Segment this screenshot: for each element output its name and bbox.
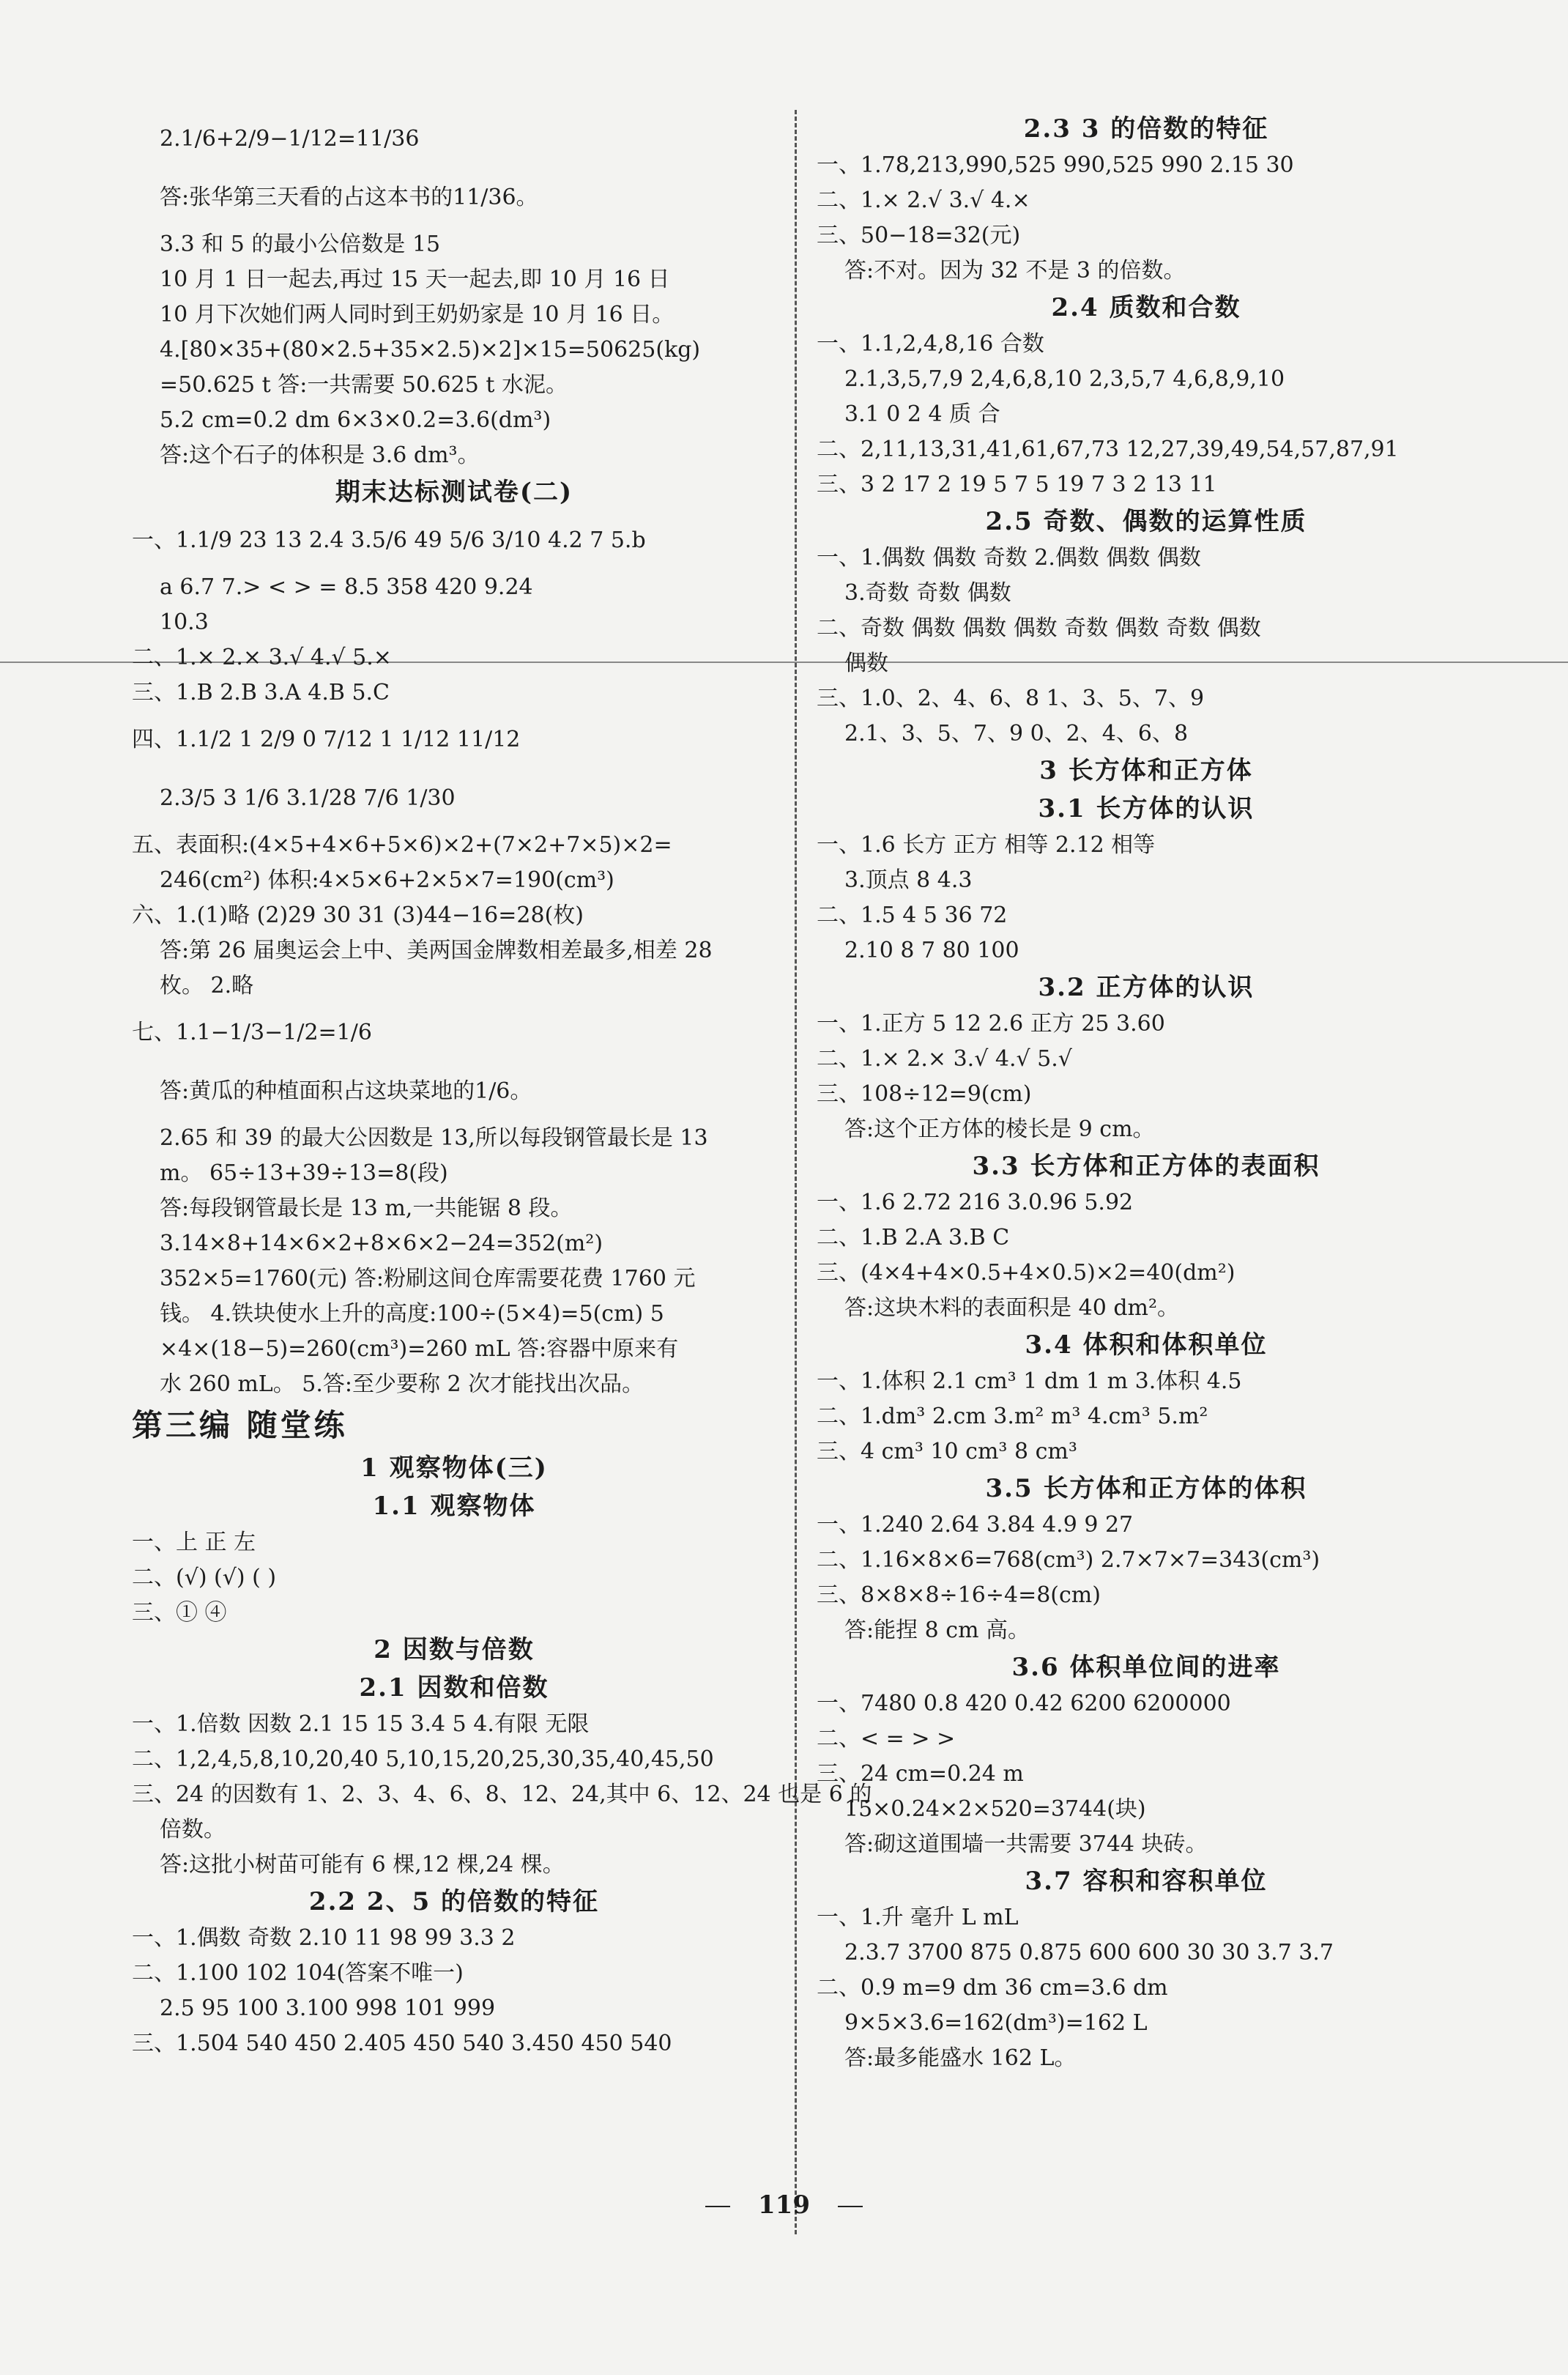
answer-line: 答:这个石子的体积是 3.6 dm³。: [160, 442, 480, 468]
answer-line: m。 65÷13+39÷13=8(段): [160, 1160, 448, 1186]
section-heading: 2.5 奇数、偶数的运算性质: [985, 507, 1307, 536]
answer-line: 一、1.6 长方 正方 相等 2.12 相等: [817, 832, 1156, 858]
answer-line: 五、表面积:(4×5+4×6+5×6)×2+(7×2+7×5)×2=: [132, 832, 672, 858]
answer-line: 3.1 0 2 4 质 合: [844, 401, 1000, 427]
answer-line: 二、1.× 2.× 3.√ 4.√ 5.√: [817, 1046, 1072, 1072]
answer-line: 二、1.100 102 104(答案不唯一): [132, 1960, 464, 1986]
answer-line: 二、1.5 4 5 36 72: [817, 903, 1008, 928]
answer-line: 三、(4×4+4×0.5+4×0.5)×2=40(dm²): [817, 1260, 1236, 1286]
answer-line: 三、50−18=32(元): [817, 223, 1021, 248]
answer-line: 一、1.体积 2.1 cm³ 1 dm 1 m 3.体积 4.5: [817, 1368, 1242, 1394]
answer-line: 3.奇数 奇数 偶数: [844, 580, 1011, 606]
answer-line: 二、0.9 m=9 dm 36 cm=3.6 dm: [817, 1975, 1168, 2001]
footer-dash-left: [705, 2206, 730, 2207]
answer-line: 四、1.1/2 1 2/9 0 7/12 1 1/12 11/12: [132, 727, 521, 752]
answer-line: 答:第 26 届奥运会上中、美两国金牌数相差最多,相差 28: [160, 938, 713, 963]
answer-line: 六、1.(1)略 (2)29 30 31 (3)44−16=28(枚): [132, 903, 584, 928]
answer-line: 答:这块木料的表面积是 40 dm²。: [844, 1295, 1180, 1321]
answer-line: 三、8×8×8÷16÷4=8(cm): [817, 1582, 1101, 1608]
answer-line: 10 月 1 日一起去,再过 15 天一起去,即 10 月 16 日: [160, 267, 670, 292]
answer-line: 三、4 cm³ 10 cm³ 8 cm³: [817, 1439, 1077, 1464]
answer-line: 5.2 cm=0.2 dm 6×3×0.2=3.6(dm³): [160, 407, 551, 433]
answer-line: 答:不对。因为 32 不是 3 的倍数。: [844, 258, 1186, 284]
answer-line: 二、1.dm³ 2.cm 3.m² m³ 4.cm³ 5.m²: [817, 1404, 1208, 1429]
answer-line: =50.625 t 答:一共需要 50.625 t 水泥。: [160, 372, 568, 398]
answer-line: 七、1.1−1/3−1/2=1/6: [132, 1020, 372, 1045]
section-heading: 3.4 体积和体积单位: [1025, 1330, 1268, 1360]
answer-line: 枚。 2.略: [160, 973, 254, 998]
answer-line: 2.3/5 3 1/6 3.1/28 7/6 1/30: [160, 785, 456, 811]
answer-line: 答:黄瓜的种植面积占这块菜地的1/6。: [160, 1078, 532, 1104]
answer-line: 二、(√) (√) ( ): [132, 1565, 277, 1590]
section-heading: 3.5 长方体和正方体的体积: [985, 1474, 1307, 1503]
section-heading: 2.4 质数和合数: [1051, 293, 1241, 322]
answer-line: 2.1,3,5,7,9 2,4,6,8,10 2,3,5,7 4,6,8,9,10: [844, 366, 1285, 392]
part-heading: 第三编 随堂练: [132, 1407, 348, 1443]
answer-line: 二、< = > >: [817, 1726, 956, 1752]
answer-line: 答:这批小树苗可能有 6 棵,12 棵,24 棵。: [160, 1852, 565, 1878]
section-heading: 期末达标测试卷(二): [335, 478, 573, 507]
answer-line: 二、1.× 2.× 3.√ 4.√ 5.×: [132, 645, 392, 670]
answer-line: 一、1.升 毫升 L mL: [817, 1905, 1019, 1930]
answer-line: 2.10 8 7 80 100: [844, 938, 1019, 963]
answer-line: 二、奇数 偶数 偶数 偶数 奇数 偶数 奇数 偶数: [817, 615, 1261, 641]
answer-line: a 6.7 7.> < > = 8.5 358 420 9.24: [160, 574, 533, 600]
answer-line: 水 260 mL。 5.答:至少要称 2 次才能找出次品。: [160, 1371, 644, 1397]
answer-line: 答:能捏 8 cm 高。: [844, 1618, 1030, 1643]
answer-line: 一、1.1/9 23 13 2.4 3.5/6 49 5/6 3/10 4.2 7 5.b: [132, 527, 646, 553]
answer-line: 三、① ④: [132, 1600, 227, 1626]
answer-line: 答:张华第三天看的占这本书的11/36。: [160, 185, 538, 210]
section-heading: 2.1 因数和倍数: [359, 1673, 549, 1702]
section-heading: 3.2 正方体的认识: [1038, 973, 1255, 1002]
answer-line: 三、24 cm=0.24 m: [817, 1761, 1024, 1787]
answer-line: 10 月下次她们两人同时到王奶奶家是 10 月 16 日。: [160, 302, 675, 327]
answer-line: 2.3.7 3700 875 0.875 600 600 30 30 3.7 3.7: [844, 1940, 1334, 1965]
answer-line: 答:这个正方体的棱长是 9 cm。: [844, 1116, 1155, 1142]
answer-line: 2.5 95 100 3.100 998 101 999: [160, 1996, 496, 2021]
answer-line: 二、2,11,13,31,41,61,67,73 12,27,39,49,54,57,87,91: [817, 437, 1399, 462]
section-heading: 3.3 长方体和正方体的表面积: [972, 1152, 1320, 1181]
answer-line: 二、1.B 2.A 3.B C: [817, 1225, 1010, 1251]
answer-line: 一、7480 0.8 420 0.42 6200 6200000: [817, 1691, 1231, 1716]
section-heading: 3.7 容积和容积单位: [1025, 1867, 1268, 1896]
answer-line: 钱。 4.铁块使水上升的高度:100÷(5×4)=5(cm) 5: [160, 1301, 664, 1327]
answer-line: 一、1.偶数 奇数 2.10 11 98 99 3.3 2: [132, 1925, 516, 1951]
answer-line: 答:每段钢管最长是 13 m,一共能锯 8 段。: [160, 1196, 573, 1221]
answer-line: 10.3: [160, 610, 209, 635]
answer-line: 2.1/6+2/9−1/12=11/36: [160, 126, 420, 152]
answer-line: 三、24 的因数有 1、2、3、4、6、8、12、24,其中 6、12、24 也是 6 的: [132, 1782, 872, 1807]
section-heading: 1 观察物体(三): [360, 1453, 548, 1483]
answer-line: 偶数: [844, 651, 888, 676]
section-heading: 3.6 体积单位间的进率: [1011, 1653, 1281, 1682]
answer-line: 二、1.× 2.√ 3.√ 4.×: [817, 188, 1030, 213]
section-heading: 1.1 观察物体: [372, 1492, 536, 1521]
answer-line: 一、1.倍数 因数 2.1 15 15 3.4 5 4.有限 无限: [132, 1711, 590, 1737]
answer-line: 一、1.78,213,990,525 990,525 990 2.15 30: [817, 152, 1294, 178]
answer-line: 15×0.24×2×520=3744(块): [844, 1796, 1146, 1822]
right-column: [817, 110, 1476, 2076]
answer-line: 三、1.B 2.B 3.A 4.B 5.C: [132, 680, 390, 705]
answer-line: 一、1.偶数 偶数 奇数 2.偶数 偶数 偶数: [817, 545, 1201, 571]
page-number-footer: [0, 2190, 1568, 2220]
answer-line: 9×5×3.6=162(dm³)=162 L: [844, 2010, 1148, 2036]
answer-line: 一、1.240 2.64 3.84 4.9 9 27: [817, 1512, 1134, 1538]
answer-line: 二、1,2,4,5,8,10,20,40 5,10,15,20,25,30,35,40,45,50: [132, 1746, 714, 1772]
answer-line: 2.65 和 39 的最大公因数是 13,所以每段钢管最长是 13: [160, 1125, 708, 1151]
answer-line: 3.3 和 5 的最小公倍数是 15: [160, 231, 441, 257]
footer-dash-right: [838, 2206, 863, 2207]
answer-line: ×4×(18−5)=260(cm³)=260 mL 答:容器中原来有: [160, 1336, 679, 1362]
page-number: 119: [758, 2190, 810, 2220]
answer-line: 4.[80×35+(80×2.5+35×2.5)×2]×15=50625(kg): [160, 337, 701, 363]
answer-line: 246(cm²) 体积:4×5×6+2×5×7=190(cm³): [160, 867, 614, 893]
answer-line: 三、3 2 17 2 19 5 7 5 19 7 3 2 13 11: [817, 472, 1217, 497]
answer-line: 2.1、3、5、7、9 0、2、4、6、8: [844, 721, 1189, 746]
answer-line: 二、1.16×8×6=768(cm³) 2.7×7×7=343(cm³): [817, 1547, 1320, 1573]
answer-line: 一、1.1,2,4,8,16 合数: [817, 331, 1044, 357]
section-heading: 2.2 2、5 的倍数的特征: [308, 1887, 600, 1916]
section-heading: 3.1 长方体的认识: [1038, 794, 1255, 823]
answer-line: 三、1.504 540 450 2.405 450 540 3.450 450 540: [132, 2031, 672, 2056]
answer-line: 一、1.正方 5 12 2.6 正方 25 3.60: [817, 1011, 1165, 1037]
answer-line: 三、108÷12=9(cm): [817, 1081, 1032, 1107]
section-heading: 2.3 3 的倍数的特征: [1023, 114, 1269, 144]
section-heading: 2 因数与倍数: [374, 1635, 535, 1664]
answer-line: 一、1.6 2.72 216 3.0.96 5.92: [817, 1190, 1134, 1215]
left-column: [132, 110, 872, 2061]
section-heading: 3 长方体和正方体: [1039, 756, 1253, 785]
answer-line: 一、上 正 左: [132, 1530, 256, 1555]
answer-line: 三、1.0、2、4、6、8 1、3、5、7、9: [817, 686, 1205, 711]
answer-line: 3.14×8+14×6×2+8×6×2−24=352(m²): [160, 1231, 603, 1256]
answer-line: 352×5=1760(元) 答:粉刷这间仓库需要花费 1760 元: [160, 1266, 696, 1292]
answer-line: 倍数。: [160, 1817, 226, 1842]
column-divider: [795, 110, 797, 2234]
answer-line: 答:砌这道围墙一共需要 3744 块砖。: [844, 1831, 1208, 1857]
answer-line: 3.顶点 8 4.3: [844, 867, 973, 893]
answer-line: 答:最多能盛水 162 L。: [844, 2045, 1077, 2071]
